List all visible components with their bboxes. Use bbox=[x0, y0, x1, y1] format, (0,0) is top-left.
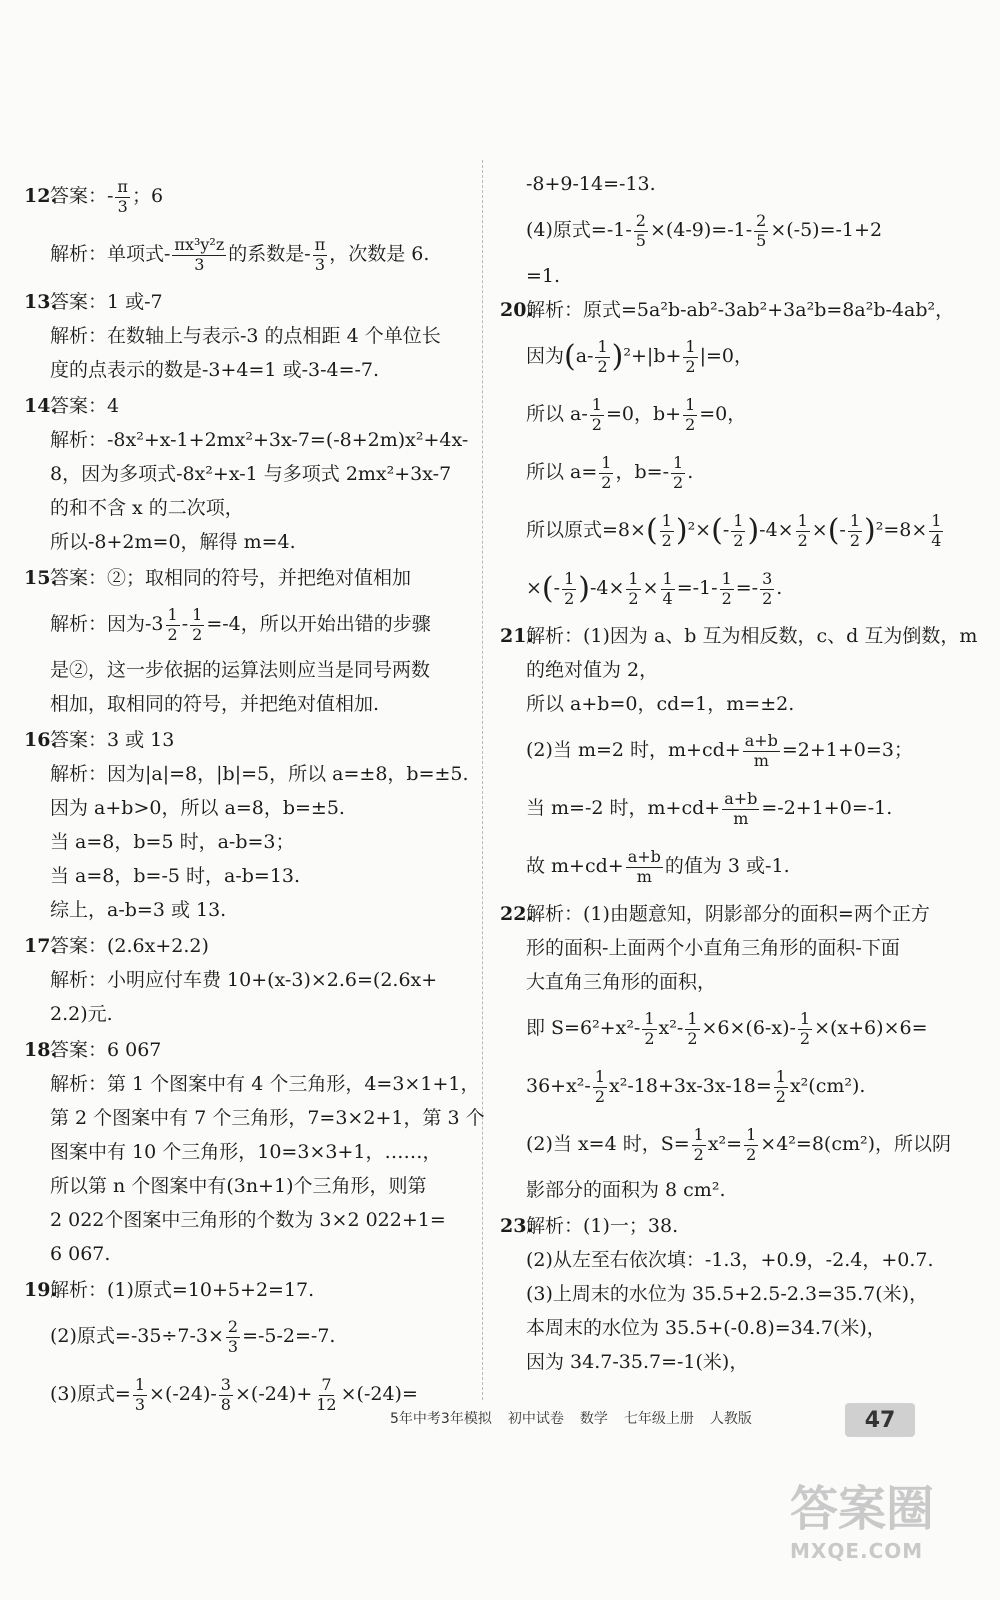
analysis-text: 6 067. bbox=[50, 1243, 111, 1266]
analysis-text: 因为 bbox=[526, 345, 565, 368]
fraction: $\frac{2}{3}$ bbox=[227, 1317, 239, 1356]
fraction: $\frac{1}{2}$ bbox=[591, 395, 602, 434]
answer-text: 答案：4 bbox=[50, 395, 120, 418]
analysis-text: ，b=- bbox=[615, 461, 669, 484]
question-number: 21. bbox=[500, 625, 534, 648]
question-17 bbox=[24, 930, 472, 1032]
analysis-text: 解析：因为-3 bbox=[50, 613, 164, 636]
watermark-text: 答案圈 bbox=[790, 1481, 935, 1537]
fraction: $\frac{1}{2}$ bbox=[687, 1009, 698, 1048]
analysis-text: 因为 34.7-35.7=-1(米)， bbox=[526, 1351, 749, 1374]
analysis-text: 形的面积-上面两个小直角三角形的面积-下面 bbox=[526, 937, 900, 960]
analysis-text: x²-18+3x-3x-18= bbox=[609, 1075, 772, 1098]
analysis-text: × bbox=[526, 577, 542, 600]
edition-label: 人教版 bbox=[709, 1411, 752, 1427]
fraction: $\frac{1}{2}$ bbox=[685, 395, 696, 434]
question-number: 19. bbox=[24, 1279, 58, 1302]
answer-text: 答案：(2.6x+2.2) bbox=[50, 935, 209, 958]
question-number: 12. bbox=[24, 185, 58, 208]
analysis-text: =2+1+0=3； bbox=[781, 739, 913, 762]
analysis-text: 解析：原式=5a²b-ab²-3ab²+3a²b=8a²b-4ab²， bbox=[526, 299, 955, 322]
analysis-text: 度的点表示的数是-3+4=1 或-3-4=-7. bbox=[50, 359, 380, 382]
watermark-url: MXQE.COM bbox=[790, 1539, 924, 1563]
grade-label: 七年级上册 bbox=[623, 1411, 694, 1427]
analysis-text: 图案中有 10 个三角形，10=3×3+1，……， bbox=[50, 1141, 442, 1164]
analysis-text: 解析：(1)因为 a、b 互为相反数，c、d 互为倒数，m bbox=[526, 625, 978, 648]
analysis-text: 大直角三角形的面积， bbox=[526, 971, 717, 994]
answer-text: 答案：②；取相同的符号，并把绝对值相加 bbox=[50, 567, 412, 590]
analysis-text: ，次数是 6. bbox=[329, 243, 430, 266]
analysis-text: (3)上周末的水位为 35.5+2.5-2.3=35.7(米)， bbox=[526, 1283, 929, 1306]
fraction: $\frac{1}{2}$ bbox=[797, 511, 808, 550]
question-number: 20. bbox=[500, 299, 534, 322]
analysis-text: ×6×(6-x)- bbox=[701, 1017, 796, 1040]
analysis-text: ²=8× bbox=[875, 519, 928, 542]
analysis-text: 因为 a+b>0，所以 a=8，b=±5. bbox=[50, 797, 345, 820]
fraction: $\frac{1}{2}$ bbox=[673, 453, 684, 492]
question-number: 15. bbox=[24, 567, 58, 590]
analysis-text: 解析：(1)由题意知，阴影部分的面积=两个正方 bbox=[526, 903, 930, 926]
analysis-text: 解析：(1)原式=10+5+2=17. bbox=[50, 1279, 315, 1302]
analysis-text: 影部分的面积为 8 cm². bbox=[526, 1179, 726, 1202]
fraction: $\frac{1}{2}$ bbox=[597, 337, 608, 376]
analysis-text: =- bbox=[735, 577, 759, 600]
analysis-text: =0， bbox=[699, 403, 747, 426]
analysis-text: × bbox=[642, 577, 659, 600]
analysis-text: ²× bbox=[687, 519, 712, 542]
question-number: 14. bbox=[24, 395, 58, 418]
question-number: 23. bbox=[500, 1215, 534, 1238]
fraction: $\frac{7}{12}$ bbox=[316, 1375, 337, 1414]
fraction: $\frac{1}{3}$ bbox=[134, 1375, 146, 1414]
analysis-text: ×(-24)= bbox=[340, 1383, 418, 1406]
page-footer bbox=[390, 1408, 752, 1428]
question-number: 18. bbox=[24, 1039, 58, 1062]
analysis-text: 综上，a-b=3 或 13. bbox=[50, 899, 227, 922]
answer-text: 答案：3 或 13 bbox=[50, 729, 175, 752]
analysis-text: -8+9-14=-13. bbox=[526, 173, 656, 196]
page-number: 47 bbox=[845, 1403, 915, 1437]
analysis-text: |=0， bbox=[699, 345, 754, 368]
answer-text: ；6 bbox=[131, 185, 164, 208]
analysis-text: 的值为 3 或-1. bbox=[664, 855, 790, 878]
fraction: $\frac{3}{2}$ bbox=[762, 569, 773, 608]
analysis-text: 解析：-8x²+x-1+2mx²+3x-7=(-8+2m)x²+4x- bbox=[50, 429, 469, 452]
analysis-text: 所以 a= bbox=[526, 461, 598, 484]
question-number: 16. bbox=[24, 729, 58, 752]
fraction: $\frac{1}{4}$ bbox=[662, 569, 673, 608]
fraction: $\frac{a+b}{m}$ bbox=[724, 789, 758, 828]
analysis-text: =-1- bbox=[676, 577, 718, 600]
analysis-text: 故 m+cd+ bbox=[526, 855, 624, 878]
analysis-text: 当 a=8，b=5 时，a-b=3； bbox=[50, 831, 295, 854]
analysis-text: ×(-5)=-1+2 bbox=[770, 219, 883, 242]
analysis-text: (4)原式=-1- bbox=[526, 219, 632, 242]
answer-text: 答案：- bbox=[50, 185, 114, 208]
analysis-text: (2)从左至右依次填：-1.3，+0.9，-2.4，+0.7. bbox=[526, 1249, 934, 1272]
analysis-text: × bbox=[811, 519, 828, 542]
fraction: $\frac{1}{2}$ bbox=[644, 1009, 655, 1048]
analysis-text: ×4²=8(cm²)，所以阴 bbox=[760, 1133, 952, 1156]
book-title: 5年中考3年模拟 bbox=[390, 1411, 492, 1427]
analysis-text: x²= bbox=[707, 1133, 743, 1156]
question-19 bbox=[24, 1274, 472, 1424]
analysis-text: =1. bbox=[526, 265, 561, 288]
fraction: $\frac{\pi}{3}$ bbox=[117, 177, 128, 216]
fraction: $\frac{1}{2}$ bbox=[775, 1067, 786, 1106]
fraction: $\frac{1}{2}$ bbox=[746, 1125, 757, 1164]
analysis-text: (3)原式= bbox=[50, 1383, 131, 1406]
analysis-text: 当 m=-2 时，m+cd+ bbox=[526, 797, 721, 820]
analysis-text: -4× bbox=[589, 577, 625, 600]
analysis-text: 的绝对值为 2， bbox=[526, 659, 659, 682]
fraction: $\frac{1}{2}$ bbox=[733, 511, 744, 550]
analysis-text: ×(4-9)=-1- bbox=[649, 219, 753, 242]
analysis-text: 2.2)元. bbox=[50, 1003, 113, 1026]
analysis-text: - bbox=[181, 613, 189, 636]
fraction: $\frac{1}{2}$ bbox=[192, 605, 203, 644]
answer-text: 答案：6 067 bbox=[50, 1039, 162, 1062]
fraction: $\frac{1}{4}$ bbox=[931, 511, 942, 550]
analysis-text: 所以-8+2m=0，解得 m=4. bbox=[50, 531, 296, 554]
analysis-text: 当 a=8，b=-5 时，a-b=13. bbox=[50, 865, 301, 888]
right-column bbox=[500, 168, 978, 1382]
analysis-text: 36+x²- bbox=[526, 1075, 591, 1098]
analysis-text: 2 022个图案中三角形的个数为 3×2 022+1= bbox=[50, 1209, 446, 1232]
fraction: $\frac{2}{5}$ bbox=[756, 211, 767, 250]
analysis-text: =-4，所以开始出错的步骤 bbox=[206, 613, 431, 636]
analysis-text: (2)当 m=2 时，m+cd+ bbox=[526, 739, 741, 762]
analysis-text: =-2+1+0=-1. bbox=[761, 797, 893, 820]
analysis-text: 8，因为多项式-8x²+x-1 与多项式 2mx²+3x-7 bbox=[50, 463, 452, 486]
fraction: $\frac{3}{8}$ bbox=[220, 1375, 231, 1414]
analysis-text: 解析：单项式- bbox=[50, 243, 171, 266]
analysis-text: (2)当 x=4 时，S= bbox=[526, 1133, 690, 1156]
fraction: $\frac{1}{2}$ bbox=[661, 511, 672, 550]
analysis-text: 解析：小明应付车费 10+(x-3)×2.6=(2.6x+ bbox=[50, 969, 438, 992]
analysis-text: a- bbox=[575, 345, 594, 368]
series-label: 初中试卷 bbox=[507, 1411, 564, 1427]
analysis-text: 的和不含 x 的二次项， bbox=[50, 497, 244, 520]
subject-label: 数学 bbox=[579, 1411, 608, 1427]
watermark-logo bbox=[790, 1470, 980, 1580]
analysis-text: . bbox=[687, 461, 694, 484]
analysis-text: 解析：(1)一；38. bbox=[526, 1215, 679, 1238]
analysis-text: x²- bbox=[658, 1017, 684, 1040]
fraction: $\frac{1}{2}$ bbox=[601, 453, 612, 492]
question-number: 22. bbox=[500, 903, 534, 926]
fraction: $\frac{1}{2}$ bbox=[849, 511, 861, 550]
fraction: $\frac{a+b}{m}$ bbox=[744, 731, 778, 770]
answer-text: 答案：1 或-7 bbox=[50, 291, 163, 314]
question-15 bbox=[24, 562, 472, 722]
analysis-text: 所以 a+b=0，cd=1，m=±2. bbox=[526, 693, 795, 716]
question-14 bbox=[24, 390, 472, 560]
analysis-text: ×(-24)- bbox=[149, 1383, 217, 1406]
question-12 bbox=[24, 168, 472, 284]
fraction: $\frac{1}{2}$ bbox=[799, 1009, 811, 1048]
analysis-text: x²(cm²). bbox=[789, 1075, 866, 1098]
analysis-text: =-5-2=-7. bbox=[242, 1325, 336, 1348]
fraction: $\frac{1}{2}$ bbox=[685, 337, 696, 376]
question-13 bbox=[24, 286, 472, 388]
analysis-text: 解析：在数轴上与表示-3 的点相距 4 个单位长 bbox=[50, 325, 441, 348]
question-number: 17. bbox=[24, 935, 58, 958]
analysis-text: 所以 a- bbox=[526, 403, 588, 426]
question-16 bbox=[24, 724, 472, 928]
fraction: $\frac{1}{2}$ bbox=[628, 569, 639, 608]
fraction: $\frac{1}{2}$ bbox=[564, 569, 575, 608]
fraction: $\frac{1}{2}$ bbox=[721, 569, 732, 608]
question-18 bbox=[24, 1034, 485, 1272]
question-22 bbox=[500, 898, 952, 1208]
fraction: $\frac{2}{5}$ bbox=[635, 211, 646, 250]
analysis-text: ×(x+6)×6= bbox=[814, 1017, 928, 1040]
analysis-text: 解析：因为|a|=8，|b|=5，所以 a=±8，b=±5. bbox=[50, 763, 469, 786]
analysis-text: 相加，取相同的符号，并把绝对值相加. bbox=[50, 693, 380, 716]
analysis-text: 解析：第 1 个图案中有 4 个三角形，4=3×1+1， bbox=[50, 1073, 480, 1096]
analysis-text: 所以原式=8× bbox=[526, 519, 646, 542]
column-divider bbox=[482, 160, 483, 1400]
analysis-text: 的系数是- bbox=[228, 243, 311, 266]
analysis-text: 第 2 个图案中有 7 个三角形，7=3×2+1，第 3 个 bbox=[50, 1107, 485, 1130]
fraction: $\frac{\pi}{3}$ bbox=[314, 235, 326, 274]
question-23 bbox=[500, 1210, 948, 1380]
analysis-text: -4× bbox=[759, 519, 794, 542]
analysis-text: 即 S=6²+x²- bbox=[526, 1017, 641, 1040]
analysis-text: . bbox=[776, 577, 783, 600]
question-21 bbox=[500, 620, 978, 896]
fraction: $\frac{\text{πx³y²z}}{3}$ bbox=[174, 235, 225, 274]
analysis-text: 本周末的水位为 35.5+(-0.8)=34.7(米)， bbox=[526, 1317, 886, 1340]
fraction: $\frac{1}{2}$ bbox=[167, 605, 178, 644]
analysis-text: 所以第 n 个图案中有(3n+1)个三角形，则第 bbox=[50, 1175, 427, 1198]
fraction: $\frac{1}{2}$ bbox=[594, 1067, 606, 1106]
fraction: $\frac{1}{2}$ bbox=[693, 1125, 704, 1164]
question-number: 13. bbox=[24, 291, 58, 314]
analysis-text: =0，b+ bbox=[605, 403, 682, 426]
analysis-text: 是②，这一步依据的运算法则应当是同号两数 bbox=[50, 659, 431, 682]
analysis-text: (2)原式=-35÷7-3× bbox=[50, 1325, 224, 1348]
fraction: $\frac{a+b}{m}$ bbox=[627, 847, 661, 886]
analysis-text: ×(-24)+ bbox=[234, 1383, 313, 1406]
question-20: 20. 解析：原式=5a²b-ab²-3ab²+3a²b=8a²b-4ab²， 因为 ( a- $\frac{1}{2}$ ) ²+|b+ $\frac{1}{2}$ |=0， 所以 a- $\frac{1}{2}$ =0，b+ $\frac{1}{2}$ =0， 所以 a= $\frac{1}{2}$ ，b=- $\frac{1}{2}$ . 所以原式=8× ( $\frac{1}{2}$ ) ²× ( - $\frac{1}{2}$ ) -4× $\frac{1}{2}$ × ( - $\frac{1}{2}$ ) ²=8× $\frac{1}{4}$ × ( - $\frac{1}{2}$ ) -4× $\frac{1}{2}$ × $\frac{1}{4}$ =-1- $\frac{1}{2}$ =- $\frac{3}{2}$ . bbox=[500, 299, 955, 608]
analysis-text: ²+|b+ bbox=[623, 345, 682, 368]
left-column bbox=[24, 168, 485, 1426]
